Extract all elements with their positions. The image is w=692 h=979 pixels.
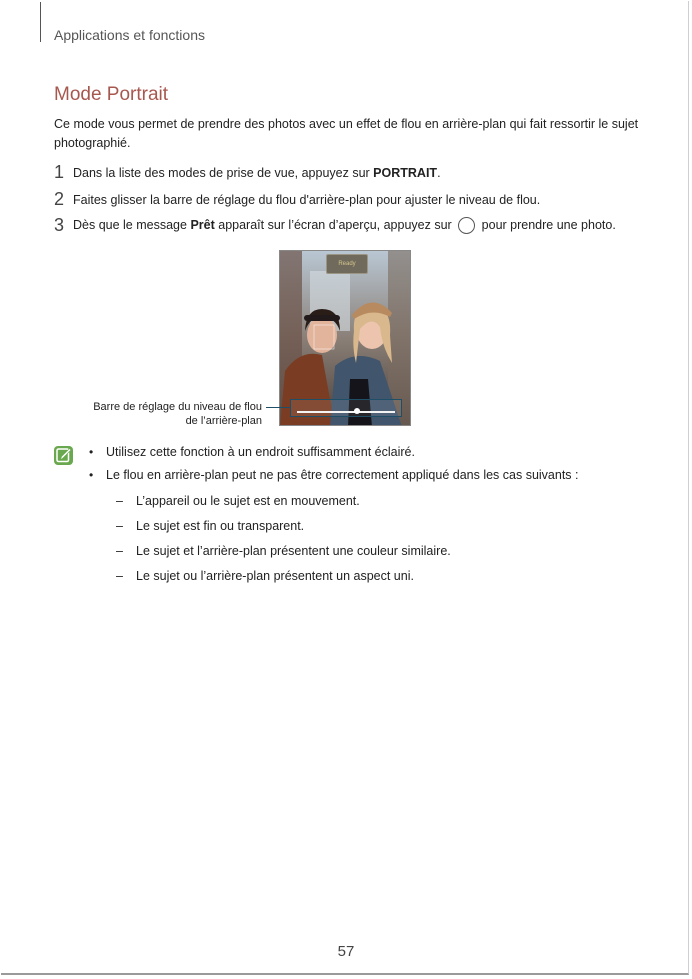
note-pencil-icon <box>53 445 74 466</box>
step-2 <box>54 189 540 210</box>
step-1 <box>54 162 441 183</box>
step-number: 3 <box>54 215 65 235</box>
callout-text-line-1: Barre de réglage du niveau de flou <box>93 401 262 413</box>
portrait-mode-label: PORTRAIT <box>373 165 438 180</box>
slider-track <box>297 411 395 413</box>
note-sub-item: – Le sujet et l’arrière-plan présentent une couleur similaire. <box>116 544 451 558</box>
bullet-text: Le flou en arrière-plan peut ne pas être correctement appliqué dans les cas suivants : <box>106 468 579 482</box>
note-sub-item: – Le sujet ou l’arrière-plan présentent un aspect uni. <box>116 569 414 583</box>
callout-line <box>266 407 290 408</box>
step-text: Dès que le message Prêt apparaît sur l’écran d’aperçu, appuyez sur pour prendre une photo. <box>73 217 616 234</box>
note-sub-item: – L’appareil ou le sujet est en mouvement. <box>116 494 360 508</box>
ready-badge: Ready <box>326 254 368 274</box>
step-number: 2 <box>54 189 65 209</box>
callout-text-line-2: de l’arrière-plan <box>185 415 262 427</box>
portrait-preview-image <box>279 250 411 426</box>
background-blur-slider[interactable] <box>290 399 402 417</box>
shutter-circle-icon <box>458 217 475 234</box>
header-title: Applications et fonctions <box>54 27 205 43</box>
ready-message-label: Prêt <box>190 217 215 232</box>
step-text: Faites glisser la barre de réglage du flou d'arrière-plan pour ajuster le niveau de flou. <box>73 192 541 207</box>
step-3 <box>54 215 616 236</box>
note-bullet-2 <box>89 468 579 482</box>
step-number: 1 <box>54 162 65 182</box>
blur-slider-callout <box>84 400 262 428</box>
note-bullet-1 <box>89 445 415 459</box>
note-sub-item: – Le sujet est fin ou transparent. <box>116 519 305 533</box>
page-number: 57 <box>337 943 355 960</box>
section-intro: Ce mode vous permet de prendre des photos avec un effet de flou en arrière-plan qui fait ressortir le sujet photographié. <box>54 117 639 150</box>
step-text: Dans la liste des modes de prise de vue, appuyez sur PORTRAIT. <box>73 165 441 180</box>
slider-thumb[interactable] <box>354 408 360 414</box>
bullet-dot: • <box>89 445 94 459</box>
bullet-dot: • <box>89 468 94 482</box>
bullet-text: Utilisez cette fonction à un endroit suffisamment éclairé. <box>106 445 415 459</box>
section-title: Mode Portrait <box>54 84 169 105</box>
header-rule <box>40 2 41 42</box>
